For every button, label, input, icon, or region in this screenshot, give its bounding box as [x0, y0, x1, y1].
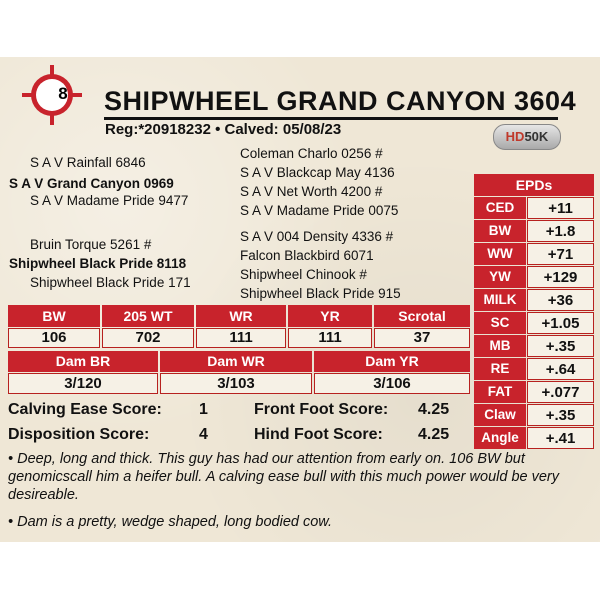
pedigree-ancestor: S A V Madame Pride 0075	[240, 203, 399, 218]
performance-value: 111	[196, 328, 286, 348]
epd-value: +36	[527, 289, 594, 311]
hind-foot-label: Hind Foot Score:	[254, 426, 383, 443]
epd-value: +1.05	[527, 312, 594, 334]
dam-record-value: 3/106	[314, 373, 470, 394]
disposition-value: 4	[199, 426, 208, 443]
epd-label: SC	[474, 312, 526, 334]
hd50k-badge-hd: HD	[505, 129, 525, 144]
performance-header: WR	[196, 305, 286, 327]
title-underline	[104, 117, 558, 120]
pedigree-dam: Shipwheel Black Pride 8118	[9, 256, 187, 271]
dam-record-header: Dam BR	[8, 351, 158, 372]
epd-value: +71	[527, 243, 594, 265]
epd-value: +11	[527, 197, 594, 219]
pedigree-ancestor: Falcon Blackbird 6071	[240, 248, 374, 263]
front-foot-label: Front Foot Score:	[254, 401, 389, 418]
epd-label: WW	[474, 243, 526, 265]
hd50k-badge-rest: 50K	[524, 129, 549, 144]
dam-record-header: Dam YR	[314, 351, 470, 372]
epd-value: +.077	[527, 381, 594, 403]
pedigree-ancestor: Shipwheel Chinook #	[240, 267, 367, 282]
epd-label: Angle	[474, 427, 526, 449]
performance-value: 37	[374, 328, 470, 348]
pedigree-ancestor: S A V Blackcap May 4136	[240, 165, 395, 180]
performance-header: 205 WT	[102, 305, 194, 327]
epd-title: EPDs	[474, 174, 594, 196]
epd-value: +.35	[527, 404, 594, 426]
note-paragraph: • Dam is a pretty, wedge shaped, long bodied cow.	[8, 514, 332, 530]
performance-value: 106	[8, 328, 100, 348]
pedigree-sire: S A V Grand Canyon 0969	[9, 176, 174, 191]
pedigree-ancestor: Shipwheel Black Pride 915	[240, 286, 401, 301]
performance-value: 111	[288, 328, 372, 348]
front-foot-value: 4.25	[418, 401, 450, 418]
epd-label: BW	[474, 220, 526, 242]
registration-line: Reg:*20918232 • Calved: 05/08/23	[105, 121, 342, 138]
performance-header: YR	[288, 305, 372, 327]
lot-number: 8	[58, 84, 68, 103]
epd-label: RE	[474, 358, 526, 380]
dam-record-value: 3/103	[160, 373, 312, 394]
epd-value: +1.8	[527, 220, 594, 242]
epd-label: MB	[474, 335, 526, 357]
epd-label: MILK	[474, 289, 526, 311]
hind-foot-value: 4.25	[418, 426, 450, 443]
calving-ease-label: Calving Ease Score:	[8, 401, 162, 418]
note-paragraph: • Deep, long and thick. This guy has had our attention from early on. 106 BW but genomicscall him a heifer bull. A calving ease bull with this much power would be very desireable.	[8, 451, 559, 503]
pedigree-sire-dam: S A V Madame Pride 9477	[30, 193, 189, 208]
pedigree-ancestor: S A V Net Worth 4200 #	[240, 184, 383, 199]
epd-value: +.64	[527, 358, 594, 380]
epd-label: YW	[474, 266, 526, 288]
epd-value: +.41	[527, 427, 594, 449]
epd-label: FAT	[474, 381, 526, 403]
pedigree-dam-sire: Bruin Torque 5261 #	[30, 237, 152, 252]
performance-header: BW	[8, 305, 100, 327]
pedigree-sire-sire: S A V Rainfall 6846	[30, 155, 146, 170]
epd-value: +.35	[527, 335, 594, 357]
performance-header: Scrotal	[374, 305, 470, 327]
animal-name: SHIPWHEEL GRAND CANYON 3604	[104, 86, 577, 116]
pedigree-ancestor: Coleman Charlo 0256 #	[240, 146, 383, 161]
epd-label: Claw	[474, 404, 526, 426]
dam-record-value: 3/120	[8, 373, 158, 394]
pedigree-ancestor: S A V 004 Density 4336 #	[240, 229, 394, 244]
epd-label: CED	[474, 197, 526, 219]
calving-ease-value: 1	[199, 401, 208, 418]
pedigree-dam-dam: Shipwheel Black Pride 171	[30, 275, 191, 290]
performance-value: 702	[102, 328, 194, 348]
epd-value: +129	[527, 266, 594, 288]
lot-badge	[22, 65, 82, 125]
hd50k-badge	[493, 124, 561, 150]
dam-record-header: Dam WR	[160, 351, 312, 372]
disposition-label: Disposition Score:	[8, 426, 150, 443]
